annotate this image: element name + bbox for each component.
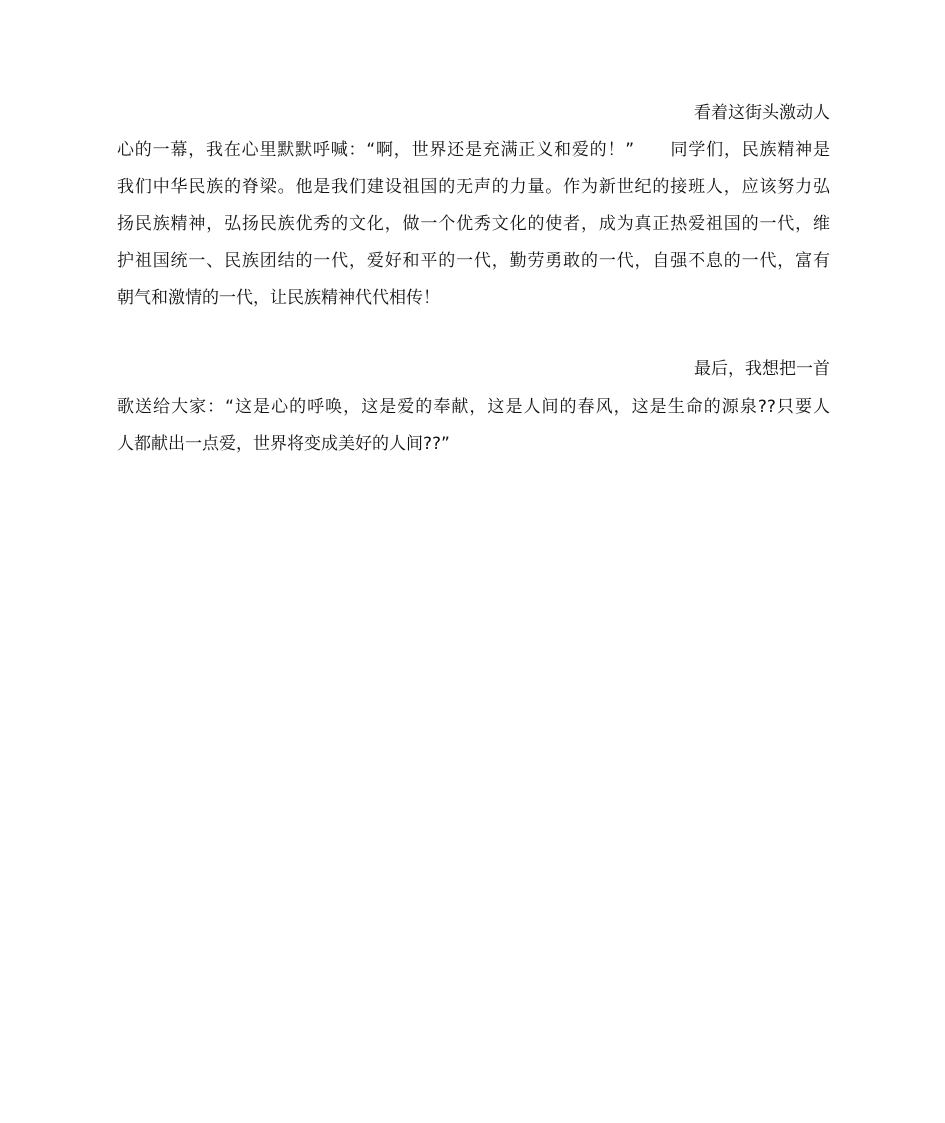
paragraph-2-lead-line: 最后，我想把一首: [694, 359, 830, 379]
paragraph-2-line-2: 人都献出一点爱，世界将变成美好的人间??”: [117, 434, 450, 454]
paragraph-2-line-1: 歌送给大家：“这是心的呼唤，这是爱的奉献，这是人间的春风，这是生命的源泉??只要人: [117, 397, 830, 417]
paragraph-1-line-1: 心的一幕，我在心里默默呼喊：“啊，世界还是充满正义和爱的！” 同学们，民族精神是: [117, 140, 830, 160]
paragraph-1-line-3: 扬民族精神，弘扬民族优秀的文化，做一个优秀文化的使者，成为真正热爱祖国的一代，维: [117, 214, 830, 234]
paragraph-1-line-2: 我们中华民族的脊梁。他是我们建设祖国的无声的力量。作为新世纪的接班人，应该努力弘: [117, 177, 830, 197]
paragraph-1-lead-line: 看着这街头激动人: [694, 103, 830, 123]
paragraph-1-line-4: 护祖国统一、民族团结的一代，爱好和平的一代，勤劳勇敢的一代，自强不息的一代，富有: [117, 251, 830, 271]
paragraph-1-line-5: 朝气和激情的一代，让民族精神代代相传！: [117, 288, 440, 308]
